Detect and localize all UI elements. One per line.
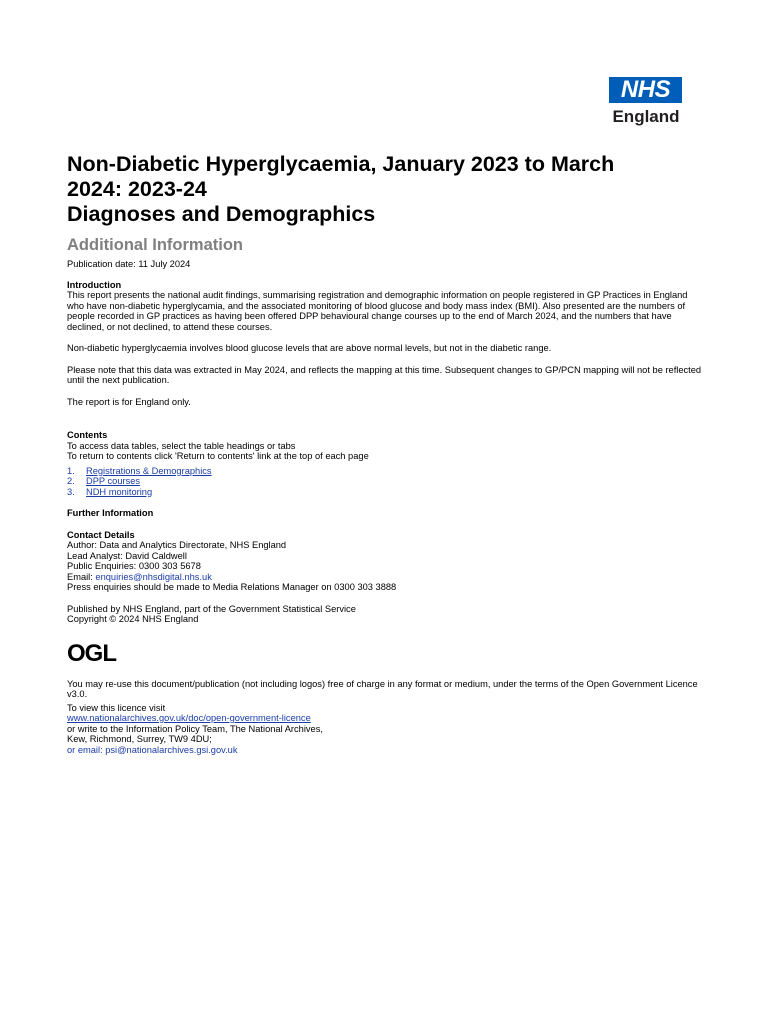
introduction-paragraph-4: The report is for England only. [67,396,191,407]
page-title [67,152,707,227]
toc-number: 2. [67,476,75,486]
title-line-3: Diagnoses and Demographics [67,202,376,226]
toc-label: NDH monitoring [86,486,153,497]
nhs-logo: NHS [609,77,682,103]
licence-write-1: or write to the Information Policy Team, The National Archives, [67,723,323,734]
toc-label: Registrations & Demographics [86,465,212,476]
ogl-logo: OGL [67,639,116,667]
published-by: Published by NHS England, part of the Government Statistical Service [67,603,356,614]
contact-public-enquiries: Public Enquiries: 0300 303 5678 [67,561,201,571]
contact-email-label: Email: [67,571,96,582]
toc-link-ndh-monitoring[interactable] [67,487,707,498]
contact-email-link[interactable]: enquiries@nhsdigital.nhs.uk [95,571,212,582]
nhs-logo-region: England [612,107,680,126]
title-line-1: Non-Diabetic Hyperglycaemia, January 2023 to March [67,152,615,176]
contents-instruction-1: To access data tables, select the table headings or tabs [67,440,296,451]
contact-heading: Contact Details [67,529,135,540]
toc-number: 1. [67,465,75,476]
licence-write-2: Kew, Richmond, Surrey, TW9 4DU; [67,734,212,744]
toc-number: 3. [67,486,75,497]
introduction-paragraph-3: Please note that this data was extracted in May 2024, and reflects the mapping at this time. Subsequent changes to GP/PCN mapping will not be reflected until the next publication. [67,364,702,385]
contents-instruction-2: To return to contents click 'Return to contents' link at the top of each page [67,451,369,461]
toc-link-dpp-courses[interactable] [67,476,707,487]
licence-url-link[interactable]: www.nationalarchives.gov.uk/doc/open-government-licence [67,713,311,723]
subheading: Additional Information [67,236,243,254]
contact-analyst: Lead Analyst: David Caldwell [67,550,187,561]
introduction-paragraph-2: Non-diabetic hyperglycaemia involves blood glucose levels that are above normal levels, but not in the diabetic range. [67,343,552,353]
document-body [67,152,707,755]
publication-date: Publication date: 11 July 2024 [67,259,191,269]
contact-author: Author: Data and Analytics Directorate, NHS England [67,540,287,550]
further-information-heading: Further Information [67,508,154,518]
contact-press: Press enquiries should be made to Media Relations Manager on 0300 303 3888 [67,582,397,592]
contents-heading: Contents [67,430,108,440]
introduction-paragraph-1: This report presents the national audit findings, summarising registration and demographic information on people registered in GP Practices in England who have non-diabetic hyperglycamia, and the associated monitoring of blood glucose and body mass index (BMI). Also presented are the numbers of people recorded in GP practices as having been offered DPP behavioural change courses up to the end of March 2024, and the numbers that have declined, or not declined, to attend these courses. [67,290,688,332]
copyright: Copyright © 2024 NHS England [67,614,199,624]
contact-email-line [67,572,707,583]
licence-visit: To view this licence visit [67,702,166,713]
licence-email-link[interactable]: or email: psi@nationalarchives.gsi.gov.uk [67,744,238,755]
licence-text: You may re-use this document/publication (not including logos) free of charge in any format or medium, under the terms of the Open Government Licence v3.0. [67,678,698,699]
introduction-heading: Introduction [67,279,122,290]
toc-label: DPP courses [86,476,141,486]
toc-link-registrations[interactable] [67,466,707,477]
title-line-2: 2024: 2023-24 [67,177,207,201]
